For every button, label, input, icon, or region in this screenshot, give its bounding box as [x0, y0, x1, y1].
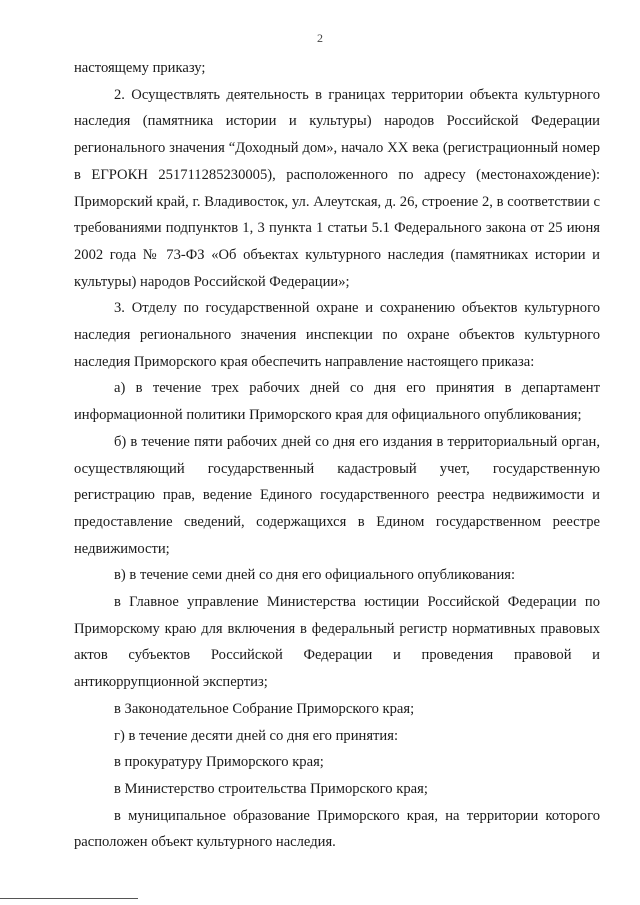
paragraph-subitem-a: а) в течение трех рабочих дней со дня его принятия в департамент информационной политики Приморского края для официального опубликования;: [74, 380, 600, 424]
document-body: [74, 55, 600, 856]
paragraph-recipient-construction-ministry: в Министерство строительства Приморского края;: [114, 780, 428, 797]
paragraph-subitem-b: б) в течение пяти рабочих дней со дня его издания в территориальный орган, осуществляющий государственный кадастровый учет, государственную регистрацию прав, ведение Единого государственного реестра недвижимости и предоставление сведений, содержащихся в Едином государственном реестре недвижимости;: [74, 433, 600, 557]
paragraph-recipient-legislative-assembly: в Законодательное Собрание Приморского края;: [114, 700, 415, 717]
footer-divider: [0, 898, 138, 899]
paragraph-subitem-g: г) в течение десяти дней со дня его принятия:: [114, 727, 399, 744]
paragraph-recipient-justice-ministry: в Главное управление Министерства юстиции Российской Федерации по Приморскому краю для включения в федеральный регистр нормативных правовых актов субъектов Российской Федерации и проведения правовой и антикоррупционной экспертиз;: [74, 594, 600, 691]
paragraph-item-2: 2. Осуществлять деятельность в границах территории объекта культурного наследия (памятника истории и культуры) народов Российской Федерации регионального значения “Доходный дом», начало XX века (регистрационный номер в ЕГРОКН 251711285230005), расположенного по адресу (местонахождение): Приморский край, г. Владивосток, ул. Алеутская, д. 26, строение 2, в соответствии с требованиями подпунктов 1, 3 пункта 1 статьи 5.1 Федерального закона от 25 июня 2002 года № 73-ФЗ «Об объектах культурного наследия (памятниках истории и культуры) народов Российской Федерации»;: [74, 86, 600, 290]
paragraph-recipient-municipality: в муниципальное образование Приморского края, на территории которого расположен объект культурного наследия.: [74, 807, 600, 851]
page-number: 2: [317, 31, 323, 45]
paragraph-subitem-v: в) в течение семи дней со дня его официального опубликования:: [114, 567, 516, 584]
paragraph-continuation: настоящему приказу;: [74, 60, 206, 76]
paragraph-recipient-prosecutor: в прокуратуру Приморского края;: [114, 754, 324, 771]
paragraph-item-3: 3. Отделу по государственной охране и сохранению объектов культурного наследия регионального значения инспекции по охране объектов культурного наследия Приморского края обеспечить направление настоящего приказа:: [74, 300, 600, 370]
